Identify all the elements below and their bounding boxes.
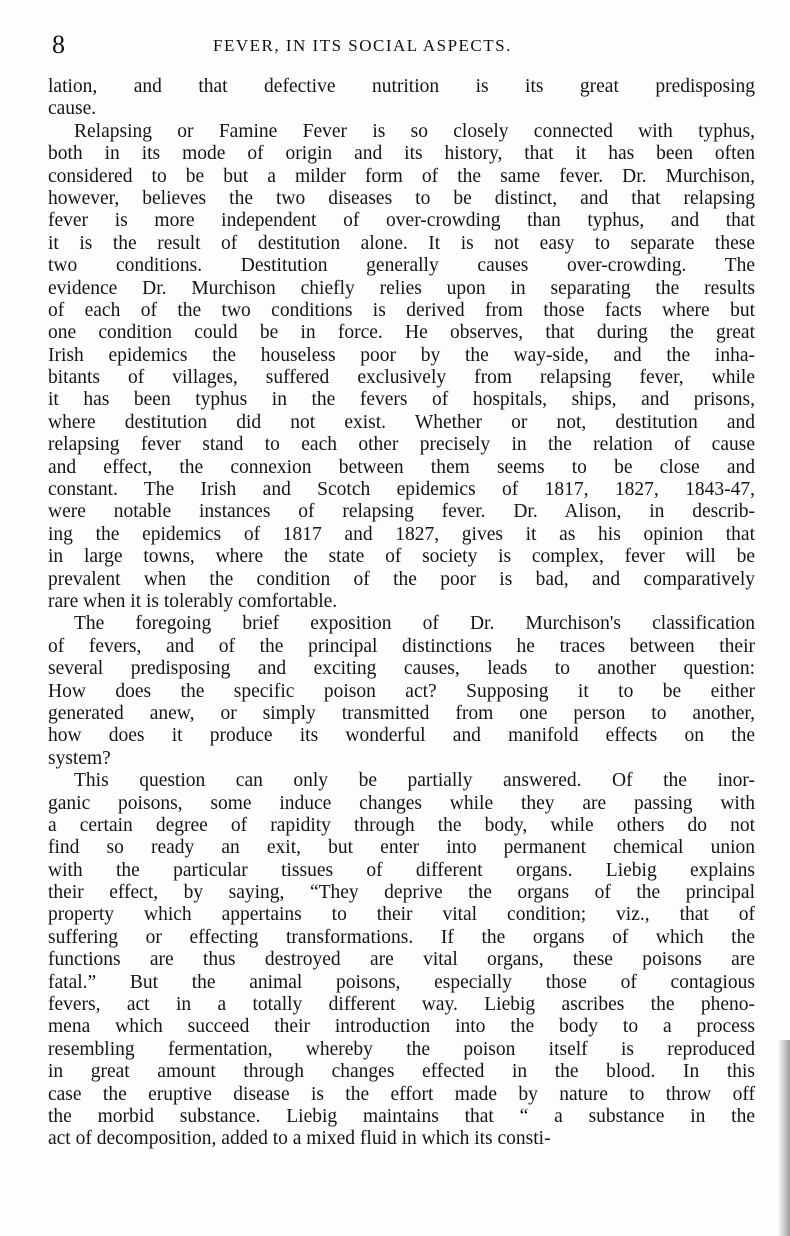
text-line: This question can only be partially answered. Of the inor-	[74, 770, 755, 792]
text-line: lation, and that defective nutrition is its great predisposing	[48, 76, 755, 97]
running-head	[48, 32, 758, 58]
text-line: it is the result of destitution alone. It is not easy to separate these	[48, 232, 755, 254]
text-line: ing the epidemics of 1817 and 1827, gives it as his opinion that	[48, 523, 755, 545]
text-line: with the particular tissues of different organs. Liebig explains	[48, 859, 755, 881]
text-line: property which appertains to their vital condition; viz., that of	[48, 904, 755, 926]
text-line: the morbid substance. Liebig maintains that “ a substance in the	[48, 1105, 755, 1127]
text-line: functions are thus destroyed are vital organs, these poisons are	[48, 949, 755, 971]
text-line: constant. The Irish and Scotch epidemics of 1817, 1827, 1843-47,	[48, 479, 755, 501]
text-line: of each of the two conditions is derived from those facts where but	[48, 299, 755, 321]
text-line: of fevers, and of the principal distinctions he traces between their	[48, 635, 755, 657]
text-line: generated anew, or simply transmitted from one person to another,	[48, 702, 755, 724]
text-line: in great amount through changes effected in the blood. In this	[48, 1061, 755, 1083]
text-line: both in its mode of origin and its history, that it has been often	[48, 143, 755, 165]
paragraph	[48, 76, 755, 121]
page-edge-shadow	[778, 1040, 790, 1236]
text-line: case the eruptive disease is the effort made by nature to throw off	[48, 1083, 755, 1105]
text-line: rare when it is tolerably comfortable.	[48, 590, 338, 612]
text-line: how does it produce its wonderful and manifold effects on the	[48, 725, 755, 747]
paragraph	[48, 770, 755, 1151]
text-line: How does the specific poison act? Supposing it to be either	[48, 680, 755, 702]
text-line: their effect, by saying, “They deprive the organs of the principal	[48, 882, 755, 904]
text-line: fevers, act in a totally different way. Liebig ascribes the pheno-	[48, 994, 755, 1016]
text-line: were notable instances of relapsing fever. Dr. Alison, in describ-	[48, 501, 755, 523]
text-line: fatal.” But the animal poisons, especially those of contagious	[48, 971, 755, 993]
paragraph	[48, 613, 755, 770]
text-line: however, believes the two diseases to be distinct, and that relapsing	[48, 187, 755, 209]
text-line: mena which succeed their introduction into the body to a process	[48, 1016, 755, 1038]
text-line: a certain degree of rapidity through the body, while others do not	[48, 814, 755, 836]
text-line: and effect, the connexion between them seems to be close and	[48, 456, 755, 478]
text-line: relapsing fever stand to each other precisely in the relation of cause	[48, 434, 755, 456]
text-line: considered to be but a milder form of the same fever. Dr. Murchison,	[48, 165, 755, 187]
text-line: one condition could be in force. He observes, that during the great	[48, 322, 755, 344]
text-line: Relapsing or Famine Fever is so closely connected with typhus,	[74, 120, 755, 142]
text-line: ganic poisons, some induce changes while they are passing with	[48, 792, 755, 814]
text-line: The foregoing brief exposition of Dr. Murchison's classification	[74, 613, 755, 635]
text-line: in large towns, where the state of society is complex, fever will be	[48, 546, 755, 568]
text-line: Irish epidemics the houseless poor by the way-side, and the inha-	[48, 344, 755, 366]
text-line: resembling fermentation, whereby the poison itself is reproduced	[48, 1038, 755, 1060]
text-line: where destitution did not exist. Whether or not, destitution and	[48, 411, 755, 433]
text-line: two conditions. Destitution generally causes over-crowding. The	[48, 255, 755, 277]
text-line: find so ready an exit, but enter into permanent chemical union	[48, 837, 755, 859]
text-line: system?	[48, 747, 111, 769]
running-title: FEVER, IN ITS SOCIAL ASPECTS.	[213, 36, 512, 55]
body-text	[48, 76, 755, 1151]
text-line: act of decomposition, added to a mixed fluid in which its consti-	[48, 1128, 551, 1150]
paragraph	[48, 121, 755, 614]
text-line: fever is more independent of over-crowding than typhus, and that	[48, 210, 755, 232]
text-line: bitants of villages, suffered exclusively from relapsing fever, while	[48, 367, 755, 389]
text-line: evidence Dr. Murchison chiefly relies upon in separating the results	[48, 277, 755, 299]
text-line: several predisposing and exciting causes, leads to another question:	[48, 658, 755, 680]
text-line: suffering or effecting transformations. If the organs of which the	[48, 926, 755, 948]
page-number: 8	[52, 30, 65, 59]
text-line: prevalent when the condition of the poor is bad, and comparatively	[48, 568, 755, 590]
text-line: it has been typhus in the fevers of hospitals, ships, and prisons,	[48, 389, 755, 411]
text-line: cause.	[48, 98, 97, 120]
